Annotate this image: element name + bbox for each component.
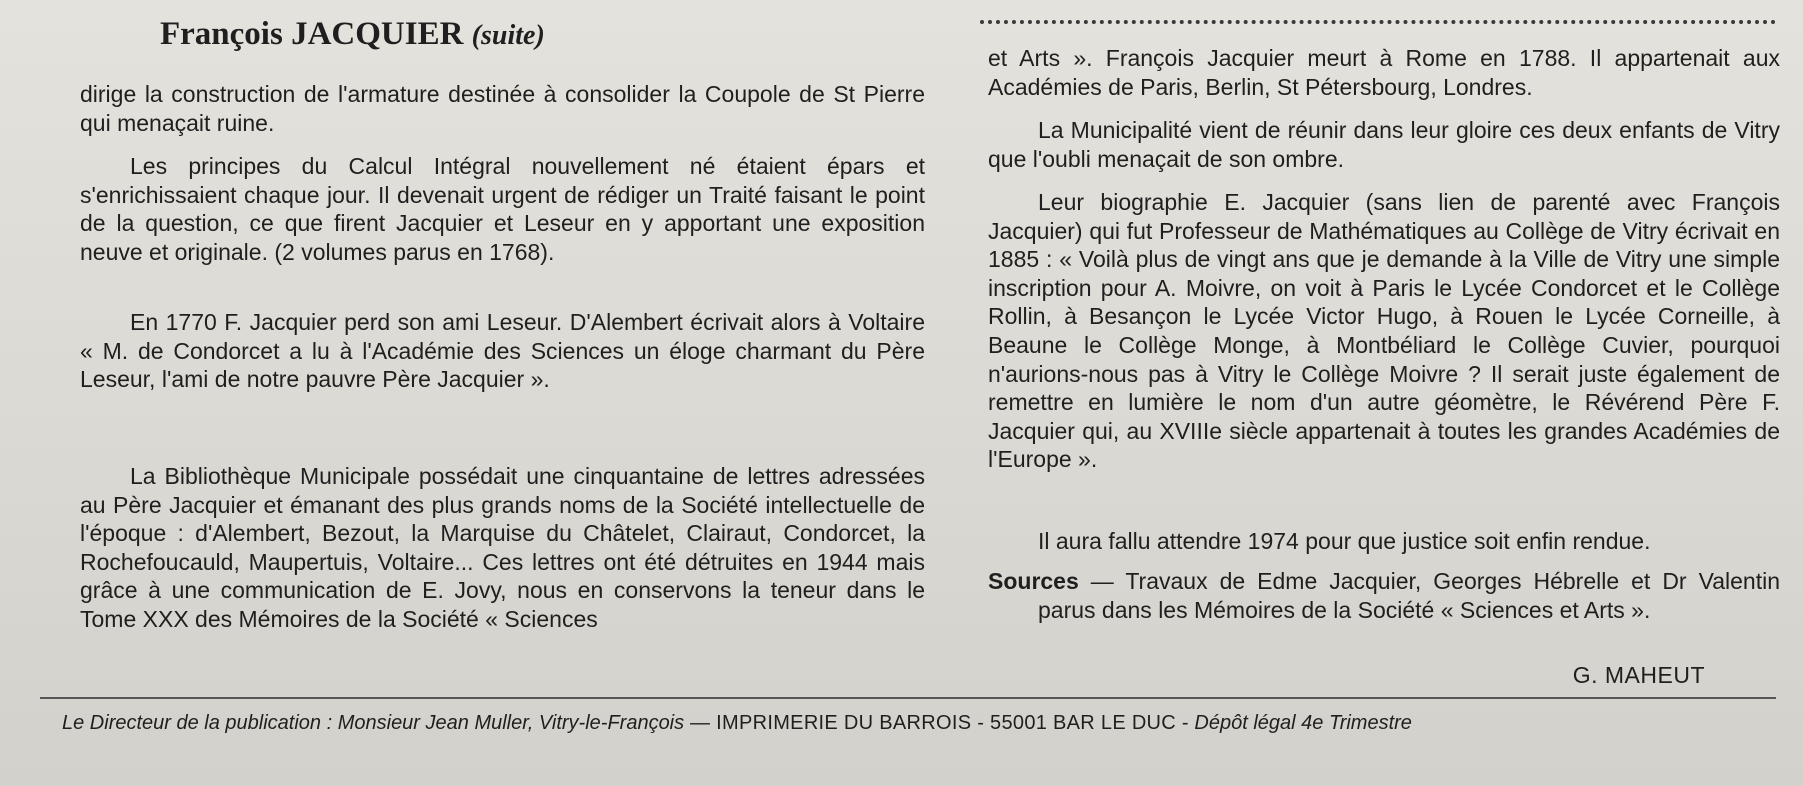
signature: G. MAHEUT xyxy=(1572,662,1705,688)
sources-text: — Travaux de Edme Jacquier, Georges Hébrelle et Dr Valentin parus dans les Mémoires de la Société « Sciences et Arts ». xyxy=(1038,568,1780,623)
footer xyxy=(62,710,1782,736)
right-paragraph-4: Il aura fallu attendre 1974 pour que justice soit enfin rendue. xyxy=(1038,528,1651,554)
title-name: François JACQUIER xyxy=(160,16,464,52)
left-paragraph-4: La Bibliothèque Municipale possédait une cinquantaine de lettres adressées au Père Jacquier et émanant des plus grands noms de la Société intellectuelle de l'époque : d'Alembert, Bezout, la Marquise du Châtelet, Clairaut, Condorcet, la Rochefoucauld, Maupertuis, Voltaire... Ces lettres ont été détruites en 1944 mais grâce à une communication de E. Jovy, nous en conservons la teneur dans le Tome XXX des Mémoires de la Société « Sciences xyxy=(80,463,925,632)
left-paragraph-3: En 1770 F. Jacquier perd son ami Leseur. D'Alembert écrivait alors à Voltaire « M. de Condorcet a lu à l'Académie des Sciences un éloge charmant du Père Leseur, l'ami de notre pauvre Père Jacquier ». xyxy=(80,309,925,393)
footer-printer: IMPRIMERIE DU BARROIS - 55001 BAR LE DUC - xyxy=(716,712,1189,734)
right-paragraph-1: et Arts ». François Jacquier meurt à Rome en 1788. Il appartenait aux Académies de Paris, Berlin, St Pétersbourg, Londres. xyxy=(988,45,1780,100)
footer-director: Le Directeur de la publication : Monsieur Jean Muller, Vitry-le-François xyxy=(62,712,685,734)
title-suite: (suite) xyxy=(471,20,545,51)
sources-label: Sources xyxy=(988,568,1079,594)
right-paragraph-2: La Municipalité vient de réunir dans leur gloire ces deux enfants de Vitry que l'oubli menaçait de son ombre. xyxy=(988,117,1780,172)
dotted-rule xyxy=(980,20,1776,24)
footer-legal: Dépôt légal 4e Trimestre xyxy=(1188,712,1412,734)
right-paragraph-3: Leur biographie E. Jacquier (sans lien de parenté avec François Jacquier) qui fut Professeur de Mathématiques au Collège de Vitry écrivait en 1885 : « Voilà plus de vingt ans que je demande à la Ville de Vitry une simple inscription pour A. Moivre, on voit à Paris le Lycée Condorcet et le Collège Rollin, à Besançon le Lycée Victor Hugo, à Rouen le Lycée Corneille, à Beaune le Collège Monge, à Montbéliard le Collège Cuvier, pourquoi n'aurions-nous pas à Vitry le Collège Moivre ? Il serait juste également de remettre en lumière le nom d'un autre géomètre, le Révérend Père F. Jacquier qui, au XVIIIe siècle appartenait à toutes les grandes Académies de l'Europe ». xyxy=(988,189,1780,473)
footer-separator: — xyxy=(684,712,717,734)
article-title xyxy=(160,14,880,56)
sources-paragraph xyxy=(988,567,1780,624)
left-paragraph-1: dirige la construction de l'armature destinée à consolider la Coupole de St Pierre qui menaçait ruine. xyxy=(80,81,925,136)
left-paragraph-2: Les principes du Calcul Intégral nouvellement né étaient épars et s'enrichissaient chaque jour. Il devenait urgent de rédiger un Traité faisant le point de la question, ce que firent Jacquier et Leseur en y apportant une exposition neuve et originale. (2 volumes parus en 1768). xyxy=(80,153,925,265)
footer-rule xyxy=(40,697,1776,699)
